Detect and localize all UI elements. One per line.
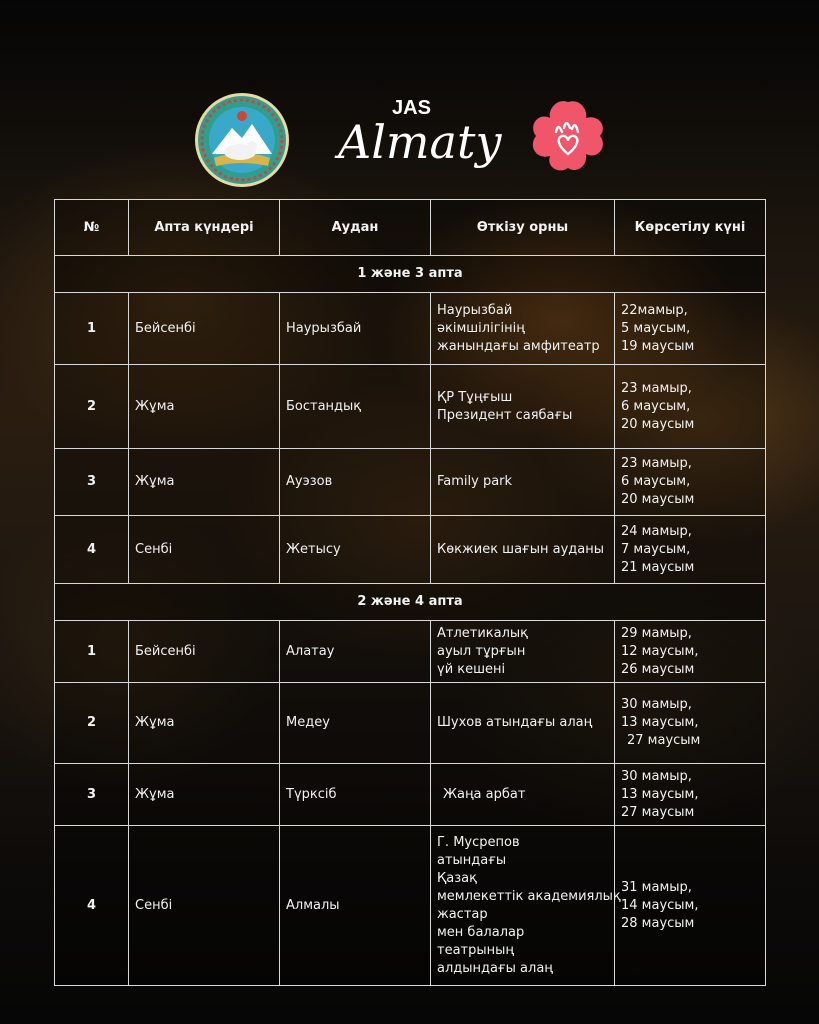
row-weekday: Жұма [129,764,280,826]
row-weekday: Сенбі [129,826,280,986]
row-number: 3 [55,764,129,826]
table-row [55,621,766,683]
row-dates: 23 мамыр, 6 маусым, 20 маусым [615,449,766,516]
table-row [55,449,766,516]
row-number: 4 [55,826,129,986]
row-weekday: Жұма [129,683,280,764]
row-dates: 30 мамыр, 13 маусым, 27 маусым [615,764,766,826]
row-venue: Көкжиек шағын ауданы [431,516,615,584]
row-venue: Г. Мусрепов атындағы Қазақ мемлекеттік академиялық жастар мен балалар театрының алдындағы алаң [431,826,615,986]
header-dates: Көрсетілу күні [615,200,766,256]
section-row [55,256,766,293]
row-venue: Наурызбай әкімшілігінің жанындағы амфитеатр [431,293,615,365]
brand-jas-text: JAS [392,97,431,119]
table-row [55,683,766,764]
row-number: 2 [55,683,129,764]
table-row [55,764,766,826]
header-number: № [55,200,129,256]
row-weekday: Бейсенбі [129,293,280,365]
table-row [55,516,766,584]
row-district: Наурызбай [280,293,431,365]
row-district: Жетысу [280,516,431,584]
row-dates: 24 мамыр, 7 маусым, 21 маусым [615,516,766,584]
row-number: 4 [55,516,129,584]
section-title: 1 және 3 апта [55,256,766,293]
row-weekday: Жұма [129,449,280,516]
logo-bar [0,88,819,198]
row-number: 3 [55,449,129,516]
header-row [55,200,766,256]
row-dates: 30 мамыр, 13 маусым, 27 маусым [615,683,766,764]
row-venue: ҚР Тұңғыш Президент саябағы [431,365,615,449]
row-weekday: Бейсенбі [129,621,280,683]
row-number: 1 [55,621,129,683]
row-weekday: Жұма [129,365,280,449]
row-dates: 23 мамыр, 6 маусым, 20 маусым [615,365,766,449]
row-venue: Жаңа арбат [431,764,615,826]
jas-almaty-logo [336,88,502,182]
row-district: Бостандық [280,365,431,449]
row-district: Ауэзов [280,449,431,516]
row-weekday: Сенбі [129,516,280,584]
section-title: 2 және 4 апта [55,584,766,621]
table-row [55,293,766,365]
row-venue: Шухов атындағы алаң [431,683,615,764]
header-district: Аудан [280,200,431,256]
row-district: Түрксіб [280,764,431,826]
row-dates: 29 мамыр, 12 маусым, 26 маусым [615,621,766,683]
row-dates: 31 мамыр, 14 маусым, 28 маусым [615,826,766,986]
row-venue: Family park [431,449,615,516]
header-venue: Өткізу орны [431,200,615,256]
row-number: 1 [55,293,129,365]
row-dates: 22мамыр, 5 маусым, 19 маусым [615,293,766,365]
table-row [55,365,766,449]
almaty-city-seal-icon [194,92,290,188]
section-row [55,584,766,621]
row-number: 2 [55,365,129,449]
header-weekday: Апта күндері [129,200,280,256]
brand-script-text: Almaty [338,115,502,169]
table-row [55,826,766,986]
pink-flower-hands-heart-icon [528,96,608,176]
row-district: Алатау [280,621,431,683]
row-district: Алмалы [280,826,431,986]
schedule-table [54,199,766,986]
row-district: Медеу [280,683,431,764]
row-venue: Атлетикалық ауыл тұрғын үй кешені [431,621,615,683]
